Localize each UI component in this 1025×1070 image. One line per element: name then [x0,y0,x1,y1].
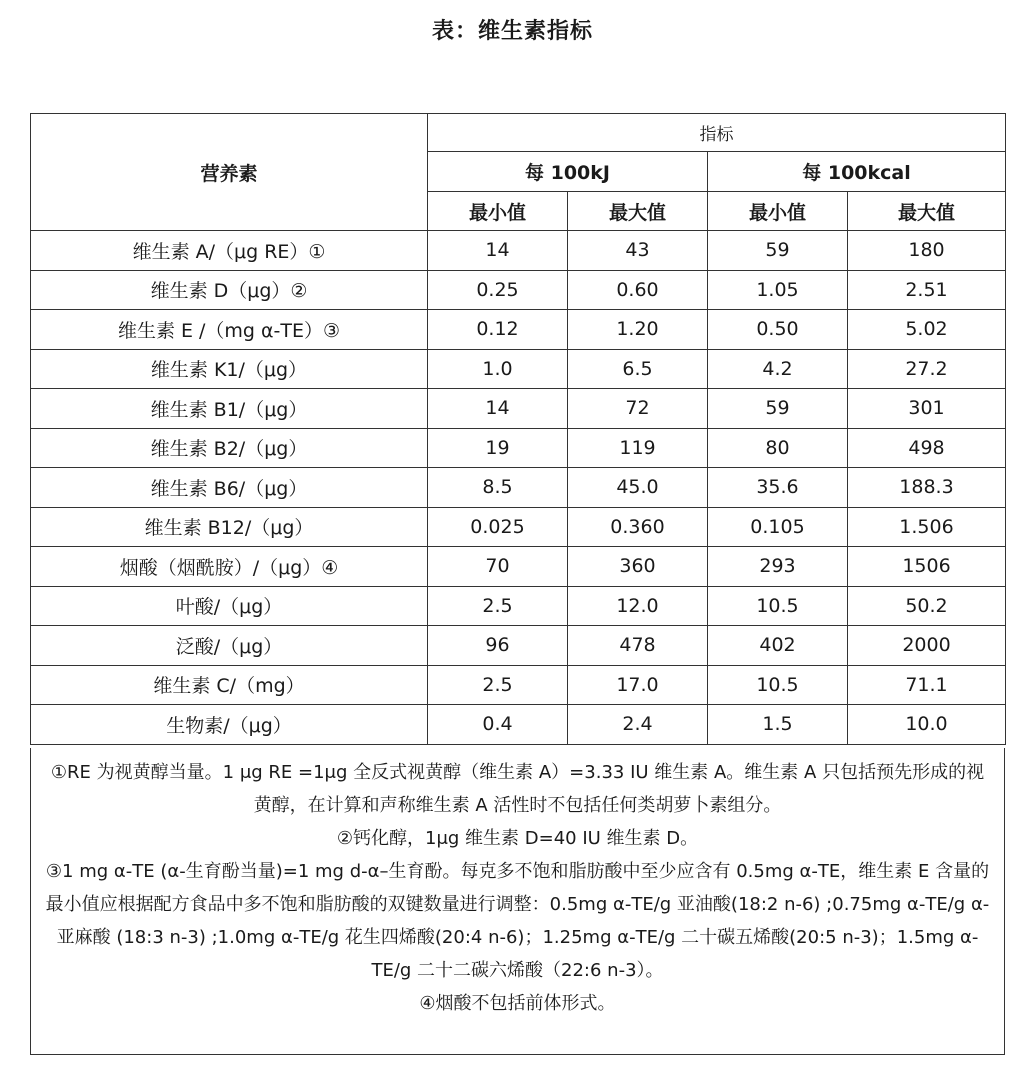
footnote-4: ④烟酸不包括前体形式。 [419,993,616,1014]
kj-min-value: 8.5 [428,468,568,508]
kj-min-value: 0.025 [428,507,568,547]
nutrient-name: 维生素 B6/（μg） [31,468,428,508]
kj-min-value: 14 [428,231,568,271]
nutrient-name: 叶酸/（μg） [31,586,428,626]
header-per-kj: 每 100kJ [428,152,708,192]
kcal-min-value: 80 [708,428,848,468]
header-kj-min: 最小值 [428,192,568,231]
table-row [31,468,1006,508]
kj-max-value: 1.20 [568,310,708,350]
header-indicator: 指标 [428,114,1006,152]
kj-min-value: 0.4 [428,705,568,745]
kcal-min-value: 0.105 [708,507,848,547]
kj-max-value: 72 [568,389,708,429]
header-per-kcal: 每 100kcal [708,152,1006,192]
kj-min-value: 0.25 [428,270,568,310]
kj-min-value: 96 [428,626,568,666]
kcal-min-value: 35.6 [708,468,848,508]
table-row [31,428,1006,468]
nutrient-name: 生物素/（μg） [31,705,428,745]
footnote-3: ③1 mg α-TE (α-生育酚当量)=1 mg d-α–生育酚。每克多不饱和脂肪酸中至少应含有 0.5mg α-TE，维生素 E 含量的最小值应根据配方食品中多不饱和脂肪酸的双键数量进行调整：0.5mg α-TE/g 亚油酸(18:2 n-6) ;0.75mg α-TE/g α-亚麻酸 (18:3 n-3) ;1.0mg α-TE/g 花生四烯酸(20:4 n-6)；1.25mg α-TE/g 二十碳五烯酸(20:5 n-3)；1.5mg α-TE/g 二十二碳六烯酸（22:6 n-3）。 [45,861,990,981]
kcal-min-value: 10.5 [708,665,848,705]
nutrient-name: 泛酸/（μg） [31,626,428,666]
header-kcal-min: 最小值 [708,192,848,231]
table-row [31,626,1006,666]
table-row [31,349,1006,389]
kcal-max-value: 27.2 [848,349,1006,389]
nutrient-name: 维生素 K1/（μg） [31,349,428,389]
kj-max-value: 478 [568,626,708,666]
nutrient-name: 维生素 E /（mg α-TE）③ [31,310,428,350]
kj-max-value: 360 [568,547,708,587]
table-row [31,665,1006,705]
kj-max-value: 2.4 [568,705,708,745]
footnote-1: ①RE 为视黄醇当量。1 μg RE =1μg 全反式视黄醇（维生素 A）=3.33 IU 维生素 A。维生素 A 只包括预先形成的视黄醇，在计算和声称维生素 A 活性时不包括任何类胡萝卜素组分。 [50,762,985,816]
table-row [31,586,1006,626]
kcal-min-value: 293 [708,547,848,587]
nutrient-name: 维生素 D（μg）② [31,270,428,310]
kcal-max-value: 2000 [848,626,1006,666]
nutrient-name: 维生素 B2/（μg） [31,428,428,468]
kcal-min-value: 59 [708,231,848,271]
kcal-max-value: 50.2 [848,586,1006,626]
kcal-min-value: 59 [708,389,848,429]
kcal-max-value: 10.0 [848,705,1006,745]
kj-min-value: 14 [428,389,568,429]
kj-min-value: 19 [428,428,568,468]
table-row [31,231,1006,271]
table-row [31,547,1006,587]
header-nutrient: 营养素 [31,114,428,231]
kj-max-value: 119 [568,428,708,468]
kcal-min-value: 1.5 [708,705,848,745]
kcal-max-value: 188.3 [848,468,1006,508]
kj-max-value: 0.60 [568,270,708,310]
footnote-2: ②钙化醇，1μg 维生素 D=40 IU 维生素 D。 [336,828,699,849]
kcal-min-value: 4.2 [708,349,848,389]
table-row [31,310,1006,350]
table-row [31,270,1006,310]
kj-min-value: 2.5 [428,665,568,705]
kj-max-value: 0.360 [568,507,708,547]
kj-max-value: 12.0 [568,586,708,626]
kcal-max-value: 5.02 [848,310,1006,350]
kj-max-value: 6.5 [568,349,708,389]
kcal-max-value: 2.51 [848,270,1006,310]
header-kcal-max: 最大值 [848,192,1006,231]
footnotes [30,748,1005,1055]
table-row [31,389,1006,429]
kcal-max-value: 1.506 [848,507,1006,547]
kj-min-value: 1.0 [428,349,568,389]
nutrient-name: 维生素 B12/（μg） [31,507,428,547]
nutrient-name: 维生素 C/（mg） [31,665,428,705]
kcal-max-value: 180 [848,231,1006,271]
kj-min-value: 0.12 [428,310,568,350]
vitamin-table [30,113,1006,745]
kcal-min-value: 1.05 [708,270,848,310]
kcal-min-value: 402 [708,626,848,666]
page-title: 表：维生素指标 [431,19,593,44]
table-row [31,507,1006,547]
kj-min-value: 2.5 [428,586,568,626]
kcal-max-value: 498 [848,428,1006,468]
kj-max-value: 43 [568,231,708,271]
nutrient-name: 维生素 A/（μg RE）① [31,231,428,271]
kcal-max-value: 71.1 [848,665,1006,705]
kj-max-value: 45.0 [568,468,708,508]
kcal-max-value: 1506 [848,547,1006,587]
kcal-max-value: 301 [848,389,1006,429]
kj-max-value: 17.0 [568,665,708,705]
nutrient-name: 维生素 B1/（μg） [31,389,428,429]
header-kj-max: 最大值 [568,192,708,231]
kcal-min-value: 0.50 [708,310,848,350]
kj-min-value: 70 [428,547,568,587]
nutrient-name: 烟酸（烟酰胺）/（μg）④ [31,547,428,587]
table-row [31,705,1006,745]
kcal-min-value: 10.5 [708,586,848,626]
